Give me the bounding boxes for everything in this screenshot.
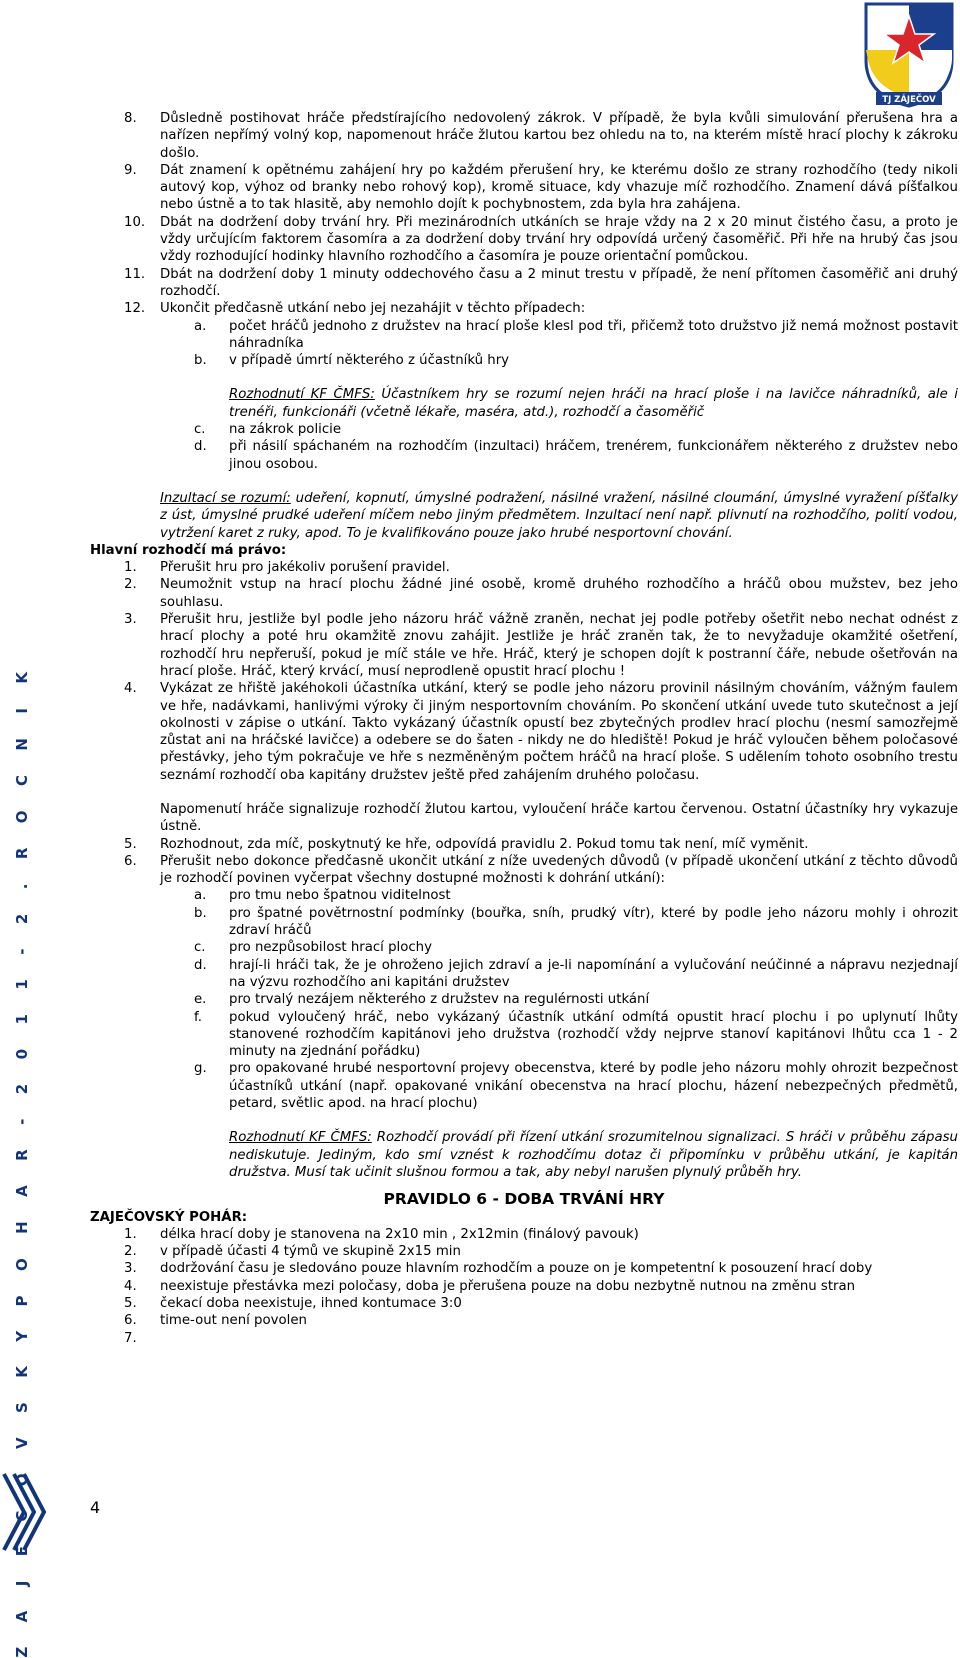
rule6-item-number: a.	[194, 888, 207, 904]
rule12-item-number: c.	[194, 422, 206, 438]
zp-item-number: 6.	[124, 1313, 137, 1329]
rule-item-text: Důsledně postihovat hráče předstírajícího nedovolený zákrok. V případě, že byla kvůli simulování přerušena hra a nařízen nepřímý volný kop, napomenout hráče žlutou kartou bez ohledu na to, na kterém místě hrací plochy k zákroku došlo.	[160, 111, 958, 161]
zp-item-text: v případě účasti 4 týmů ve skupině 2x15 min	[160, 1244, 461, 1260]
rule6-item-number: e.	[194, 992, 207, 1008]
rule12-item	[90, 421, 958, 438]
zp-item-text: neexistuje přestávka mezi poločasy, doba je přerušena pouze na dobu nezbytně nutnou na změnu stran	[160, 1278, 856, 1294]
rule6-item-text: pro špatné povětrnostní podmínky (bouřka, sníh, prudký vítr), které by podle jeho názoru mohly i ohrozit zdraví hráčů	[229, 905, 958, 939]
zp-item-text: dodržování času je sledováno pouze hlavním rozhodčím a pouze on je kompetentní k posouzení hrací doby	[160, 1261, 873, 1277]
rule6-item-text: pro tmu nebo špatnou viditelnost	[229, 888, 451, 904]
zp-item-number: 5.	[124, 1296, 137, 1311]
inzultace-text: udeření, kopnutí, úmyslné podražení, násilné vražení, násilné cloumání, úmyslné vyražení píšťalky z úst, úmyslné prudké udeření míčem nebo jiným předmětem. Inzultací není např. plivnutí na rozhodčího, polití vodou, vytržení karet z ruky, apod. To je kvalifikováno pouze jako hrubé nesportovní chování.	[160, 490, 959, 541]
rule6-item-number: b.	[194, 905, 207, 921]
rule-item	[90, 162, 958, 214]
prava-list-2	[90, 836, 958, 888]
rule-item-number: 11.	[124, 266, 146, 282]
sidebar	[0, 662, 44, 1658]
prava-item	[90, 680, 958, 784]
rule6-item-number: c.	[194, 940, 206, 956]
prava-item-text: Přerušit hru pro jakékoliv porušení pravidel.	[160, 560, 450, 576]
sidebar-text: Z A J E C O V S K Y P O H A R - 2 0 1 1 - 2 . R O C N I K	[13, 662, 31, 1658]
zp-item-number: 3.	[124, 1261, 137, 1277]
rule6-items	[90, 887, 958, 1112]
chevron-decoration-icon	[2, 1472, 48, 1552]
kf-note-1	[90, 386, 958, 421]
rule-item-number: 9.	[124, 162, 137, 178]
rule6-item	[90, 887, 958, 904]
prava-title: Hlavní rozhodčí má právo:	[90, 542, 287, 558]
rule-item-text: Ukončit předčasně utkání nebo jej nezahájit v těchto případech:	[160, 301, 586, 317]
rule12-item-number: d.	[194, 439, 207, 455]
zp-item-number: 4.	[124, 1278, 137, 1294]
zp-item-text: délka hrací doby je stanovena na 2x10 min , 2x12min (finálový pavouk)	[160, 1226, 639, 1242]
zp-item	[90, 1243, 958, 1260]
rule6-item	[90, 1009, 958, 1061]
rules-continued	[90, 110, 958, 318]
rule-item-number: 10.	[124, 214, 146, 230]
prava-item-number: 4.	[124, 681, 137, 697]
rule6-item-number: d.	[194, 957, 207, 973]
rule-item-number: 8.	[124, 111, 137, 126]
rule-item	[90, 266, 958, 301]
rule6-item	[90, 991, 958, 1008]
logo-text: TJ ZÁJEČOV	[882, 95, 936, 105]
kf-note-2-label: Rozhodnutí KF ČMFS:	[229, 1130, 372, 1146]
prava-item-text: Vykázat ze hřiště jakéhokoli účastníka utkání, který se podle jeho názoru provinil násilným chováním, vážným faulem ve hře, nadávkami, hanlivými výroky či jiným nesportovním chováním. Po skončení utkání uvede tuto skutečnost a její okolnosti v zápise o utkání. Takto vykázaný účastník opustí bez zbytečných prodlev hrací plochu (nesmí samozřejmě zůstat ani na hráčské lavičce) a odebere se do šaten - nikdy ne do hlediště! Pokud je hráč vyloučen během poločasové přestávky, jeho tým pokračuje ve hře s nezměněným počtem hráčů na hrací ploše. S udělením tohoto osobního trestu seznámí rozhodčí oba kapitány družstev ještě před zahájením druhého poločasu.	[160, 681, 958, 783]
prava-item-text: Přerušit nebo dokonce předčasně ukončit utkání z níže uvedených důvodů (v případě ukončení utkání z těchto důvodů je rozhodčí povinen vyčerpat všechny dostupné možnosti k dohrání utkání):	[160, 853, 958, 887]
rule-item-text: Dbát na dodržení doby 1 minuty oddechového času a 2 minut trestu v případě, že není přítomen časoměřič ani druhý rozhodčí.	[160, 266, 958, 299]
zp-title: ZAJEČOVSKÝ POHÁR:	[90, 1209, 248, 1225]
inzultace-note	[90, 490, 958, 542]
prava-item-number: 2.	[124, 577, 137, 593]
prava-item	[90, 853, 958, 888]
prava-item	[90, 611, 958, 680]
rule12-item-number: a.	[194, 318, 207, 334]
zp-item-number: 2.	[124, 1244, 137, 1260]
rule12-item-text: počet hráčů jednoho z družstev na hrací ploše klesl pod tři, přičemž toto družstvo již nemá možnost postavit náhradníka	[229, 318, 958, 351]
rule-item	[90, 300, 958, 317]
rule12-item-number: b.	[194, 353, 207, 369]
prava-item-text: Neumožnit vstup na hrací plochu žádné jiné osobě, kromě druhého rozhodčího a hráčů obou mužstev, bez jeho souhlasu.	[160, 577, 958, 610]
rule6-item	[90, 1060, 958, 1112]
rule6-heading: PRAVIDLO 6 - DOBA TRVÁNÍ HRY	[383, 1190, 665, 1209]
page-number: 4	[90, 1498, 101, 1517]
rule12-item	[90, 352, 958, 369]
prava-item-number: 5.	[124, 836, 137, 852]
rule6-item-number: f.	[194, 1009, 202, 1025]
zp-item-text: time-out není povolen	[160, 1313, 307, 1329]
rule6-item-text: pro opakované hrubé nesportovní projevy obecenstva, které by podle jeho názoru mohly ohrozit bezpečnost účastníků utkání (např. opakované vnikání obecenstva na hrací plochu, házení nebezpečných předmětů, petard, světlic apod. na hrací plochu)	[229, 1061, 958, 1112]
rule12-items-2	[90, 421, 958, 473]
rule6-item	[90, 905, 958, 940]
prava-item	[90, 559, 958, 576]
inzultace-label: Inzultací se rozumí:	[160, 490, 291, 506]
napomenuti-note: Napomenutí hráče signalizuje rozhodčí žlutou kartou, vyloučení hráče kartou červenou. Ostatní účastníky hry vykazuje ústně.	[160, 801, 958, 835]
rule12-item	[90, 318, 958, 353]
club-logo	[862, 0, 956, 108]
kf-note-2	[90, 1129, 958, 1181]
rule6-item-number: g.	[194, 1061, 207, 1077]
rule12-item	[90, 438, 958, 473]
rule12-item-text: na zákrok policie	[229, 422, 342, 438]
rule6-item-text: pro nezpůsobilost hrací plochy	[229, 940, 432, 956]
rule-item	[90, 214, 958, 266]
kf-note-2-text: Rozhodčí provádí při řízení utkání srozumitelnou signalizaci. S hráči v průběhu zápasu nediskutuje. Jediným, kdo smí vznést k rozhodčímu dotaz či připomínku v průběhu utkání, je kapitán družstva. Musí tak učinit slušnou formou a tak, aby nebyl narušen plynulý průběh hry.	[229, 1130, 958, 1180]
prava-item-number: 1.	[124, 560, 137, 576]
rule6-item-text: hrají-li hráči tak, že je ohroženo jejich zdraví a je-li napomínání a vylučování neúčinné a nápravu nezjednají na výzvu rozhodčího ani kapitáni družstev	[229, 957, 958, 990]
prava-item-number: 3.	[124, 612, 137, 628]
rule-item-number: 12.	[124, 301, 146, 317]
rule6-item	[90, 957, 958, 992]
kf-note-1-label: Rozhodnutí KF ČMFS:	[229, 387, 375, 403]
zp-item	[90, 1278, 958, 1295]
rule6-item	[90, 939, 958, 956]
zp-item	[90, 1226, 958, 1243]
prava-list	[90, 559, 958, 784]
rule-item	[90, 110, 958, 162]
prava-item-text: Rozhodnout, zda míč, poskytnutý ke hře, odpovídá pravidlu 2. Pokud tomu tak není, míč vyměnit.	[160, 836, 809, 852]
rule12-item-text: při násilí spáchaném na rozhodčím (inzultaci) hráčem, trenérem, funkcionářem některého z družstev nebo jinou osobou.	[229, 439, 958, 472]
zp-item-number: 7.	[124, 1330, 137, 1346]
rule12-items	[90, 318, 958, 370]
zp-item	[90, 1295, 958, 1312]
rule6-item-text: pro trvalý nezájem některého z družstev na regulérnosti utkání	[229, 992, 650, 1008]
zp-item-number: 1.	[124, 1226, 137, 1242]
zp-item	[90, 1312, 958, 1329]
kf-note-1-text: Účastníkem hry se rozumí nejen hráči na hrací ploše i na lavičce náhradníků, ale i trenéři, funkcionáři (včetně lékaře, maséra, atd.), rozhodčí a časoměřič	[229, 387, 958, 420]
prava-item	[90, 576, 958, 611]
prava-item-number: 6.	[124, 853, 137, 869]
prava-item-text: Přerušit hru, jestliže byl podle jeho názoru hráč vážně zraněn, nechat jej podle potřeby ošetřit nebo nechat odnést z hrací plochy a poté hru okamžitě znovu zahájit. Jestliže je hráč zraněn tak, že to nevyžaduje okamžité ošetření, rozhodčí hru nepřeruší, pokud je míč stále ve hře. Hráč, který je schopen dojít k postranní čáře, nebude ošetřován na hrací ploše. Hráč, který krvácí, musí neprodleně opustit hrací plochu !	[160, 612, 958, 679]
zp-list	[90, 1226, 958, 1346]
rule12-item-text: v případě úmrtí některého z účastníků hry	[229, 353, 510, 369]
rule6-item-text: pokud vyloučený hráč, nebo vykázaný účastník utkání odmítá opustit hrací plochu i po uplynutí lhůty stanovené rozhodčím kapitánovi jeho družstva (rozhodčí vždy nejprve stanoví kapitánovi lhůtu cca 1 - 2 minuty na zjednání pořádku)	[229, 1009, 958, 1060]
document-body	[90, 110, 959, 1346]
prava-item	[90, 836, 958, 853]
zp-item	[90, 1260, 958, 1277]
zp-item-text: čekací doba neexistuje, ihned kontumace 3:0	[160, 1296, 462, 1311]
rule-item-text: Dbát na dodržení doby trvání hry. Při mezinárodních utkáních se hraje vždy na 2 x 20 minut čistého času, a proto je vždy určujícím faktorem časomíra a za dodržení doby trvání hry odpovídá určený časoměřič. Při hře na hrubý čas jsou vždy rozhodující hodinky hlavního rozhodčího a časomíra je pouze orientační pomůckou.	[160, 214, 958, 265]
rule-item-text: Dát znamení k opětnému zahájení hry po každém přerušení hry, ke kterému došlo ze strany rozhodčího (tedy nikoli autový kop, výhoz od branky nebo rohový kop), kromě situace, kdy vhazuje míč rozhodčího. Znamení dává píšťalkou nebo ústně a to tak hlasitě, aby nemohlo dojít k pochybnostem, zda byla hra zahájena.	[160, 162, 958, 213]
